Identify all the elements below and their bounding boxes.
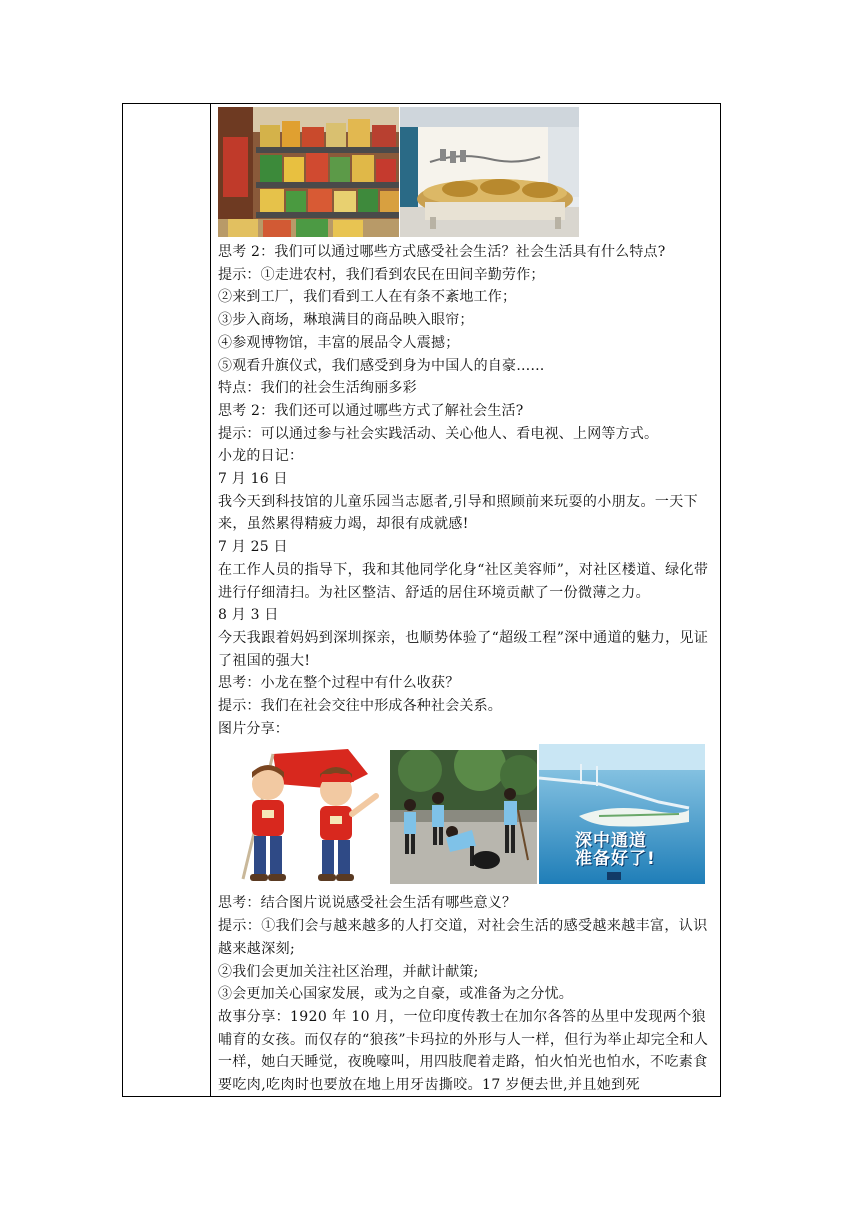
- text-paragraph: 提示：①我们会与越来越多的人打交道，对社会生活的感受越来越丰富，认识越来越深刻;: [218, 918, 708, 957]
- volunteer-cartoon-illustration: [218, 744, 388, 888]
- text-paragraph: 今天我跟着妈妈到深圳探亲，也顺势体验了“超级工程”深中通道的魅力，见证了祖国的强大!: [218, 629, 709, 669]
- text-line: 思考 2：我们可以通过哪些方式感受社会生活？社会生活具有什么特点?: [218, 244, 666, 260]
- text-line: 提示：我们在社会交往中形成各种社会关系。: [218, 698, 502, 715]
- text-line: 小龙的日记：: [218, 448, 304, 465]
- text-line: 思考 2：我们还可以通过哪些方式了解社会生活?: [218, 402, 524, 419]
- supermarket-photo: [218, 107, 399, 237]
- text-line: 提示：可以通过参与社会实践活动、关心他人、看电视、上网等方式。: [218, 425, 659, 442]
- text-paragraph: 故事分享：1920 年 10 月，一位印度传教士在加尔各答的丛里中发现两个狼哺育的女孩。而仅存的“狼孩”卡玛拉的外形与人一样，但行为举止却完全和人一样，她白天睡觉，夜晚嚎叫，用四肢爬着走路，怕火怕光也怕水，不吃素食要吃肉,吃肉时也要放在地上用牙齿撕咬。17 岁便去世,并且她到死: [218, 1008, 709, 1093]
- bridge-caption-line-2: 准备好了!: [575, 849, 656, 870]
- text-paragraph: 我今天到科技馆的儿童乐园当志愿者,引导和照顾前来玩耍的小朋友。一天下来，虽然累得精疲力竭，却很有成就感!: [218, 493, 699, 533]
- column-divider: [210, 104, 211, 1096]
- bottom-photo-row: [218, 744, 718, 888]
- bridge-tunnel-photo: [539, 744, 705, 884]
- content-cell: [218, 107, 718, 1093]
- text-line: 思考：结合图片说说感受社会生活有哪些意义？: [218, 895, 517, 912]
- text-line: ③会更加关心国家发展，或为之自豪，或准备为之分忧。: [218, 986, 573, 1003]
- text-line: ④参观博物馆，丰富的展品令人震撼；: [218, 334, 460, 351]
- text-line: 特点：我们的社会生活绚丽多彩: [218, 380, 417, 397]
- text-line: 7 月 25 日: [218, 539, 288, 556]
- text-line: 提示：①走进农村，我们看到农民在田间辛勤劳作；: [218, 266, 545, 283]
- text-line: ⑤观看升旗仪式，我们感受到身为中国人的自豪……: [218, 357, 545, 374]
- logo-mark: [607, 872, 621, 880]
- text-line: ③步入商场，琳琅满目的商品映入眼帘；: [218, 312, 474, 329]
- text-line: 8 月 3 日: [218, 607, 279, 624]
- text-line: ②来到工厂，我们看到工人在有条不紊地工作；: [218, 289, 517, 306]
- text-line: 图片分享：: [218, 720, 289, 737]
- text-paragraph: 在工作人员的指导下，我和其他同学化身“社区美容师”，对社区楼道、绿化带进行仔细清扫。为社区整洁、舒适的居住环境贡献了一份微薄之力。: [218, 561, 709, 601]
- community-cleaning-photo: [390, 750, 537, 884]
- text-line: 思考：小龙在整个过程中有什么收获？: [218, 675, 460, 692]
- text-line: ②我们会更加关注社区治理，并献计献策;: [218, 963, 479, 980]
- museum-wheat-exhibit-photo: [400, 107, 579, 237]
- text-line: 7 月 16 日: [218, 471, 288, 488]
- top-photo-row: [218, 107, 718, 237]
- lesson-table: [122, 103, 721, 1097]
- bridge-caption-line-1: 深中通道: [575, 831, 647, 852]
- bridge-caption: [575, 832, 675, 868]
